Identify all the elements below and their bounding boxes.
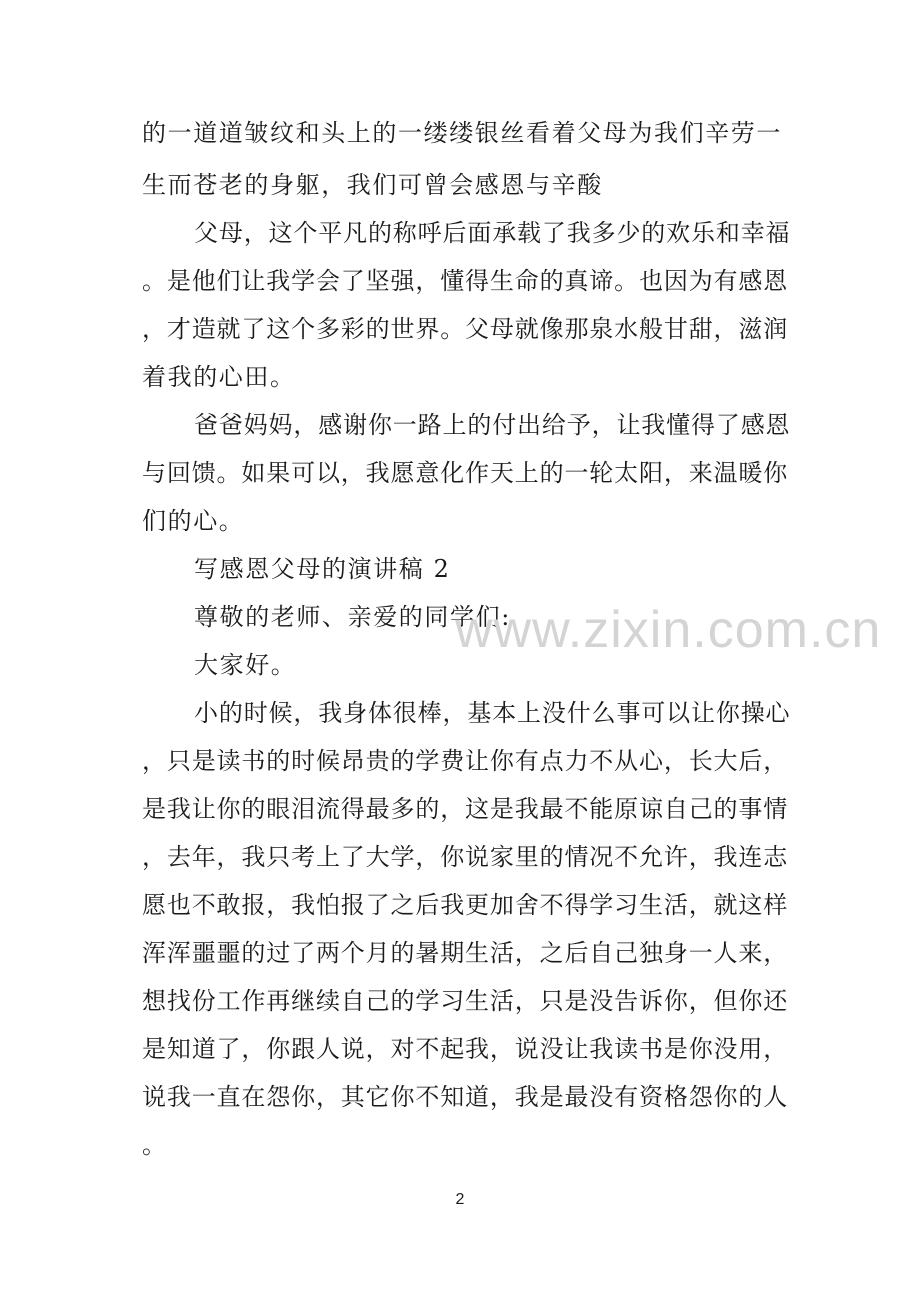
paragraph-line: 父母，这个平凡的称呼后面承载了我多少的欢乐和幸福 xyxy=(194,219,791,247)
paragraph-line: ，才造就了这个多彩的世界。父母就像那泉水般甘甜，滋润 xyxy=(142,315,789,343)
paragraph-line: 生而苍老的身躯，我们可曾会感恩与辛酸 xyxy=(142,171,603,199)
paragraph-line: 。 xyxy=(142,1131,168,1159)
paragraph-line: 着我的心田。 xyxy=(142,363,296,391)
paragraph-line: 是知道了，你跟人说，对不起我，说没让我读书是你没用， xyxy=(142,1035,789,1063)
paragraph-line: 小的时候，我身体很棒，基本上没什么事可以让你操心 xyxy=(194,699,791,727)
paragraph-line: ，去年，我只考上了大学，你说家里的情况不允许，我连志 xyxy=(142,843,789,871)
greeting: 大家好。 xyxy=(194,651,297,679)
paragraph-line: 说我一直在怨你，其它你不知道，我是最没有资格怨你的人 xyxy=(142,1083,789,1111)
paragraph-line: 是我让你的眼泪流得最多的，这是我最不能原谅自己的事情 xyxy=(142,795,789,823)
paragraph-line: 愿也不敢报，我怕报了之后我更加舍不得学习生活，就这样 xyxy=(142,891,789,919)
paragraph-line: ，只是读书的时候昂贵的学费让你有点力不从心，长大后， xyxy=(142,747,789,775)
salutation: 尊敬的老师、亲爱的同学们: xyxy=(194,603,511,631)
section-heading: 写感恩父母的演讲稿 2 xyxy=(194,555,451,583)
paragraph-line: 。是他们让我学会了坚强，懂得生命的真谛。也因为有感恩 xyxy=(142,267,789,295)
watermark: www.zixin.com.cn xyxy=(455,601,882,659)
paragraph-line: 爸爸妈妈，感谢你一路上的付出给予，让我懂得了感恩 xyxy=(194,411,791,439)
paragraph-line: 浑浑噩噩的过了两个月的暑期生活，之后自己独身一人来， xyxy=(142,939,789,967)
paragraph-line: 与回馈。如果可以，我愿意化作天上的一轮太阳，来温暖你 xyxy=(142,459,789,487)
page-number: 2 xyxy=(455,1191,465,1208)
paragraph-line: 的一道道皱纹和头上的一缕缕银丝看着父母为我们辛劳一 xyxy=(142,119,782,147)
paragraph-line: 们的心。 xyxy=(142,507,245,535)
paragraph-line: 想找份工作再继续自己的学习生活，只是没告诉你，但你还 xyxy=(142,987,789,1015)
